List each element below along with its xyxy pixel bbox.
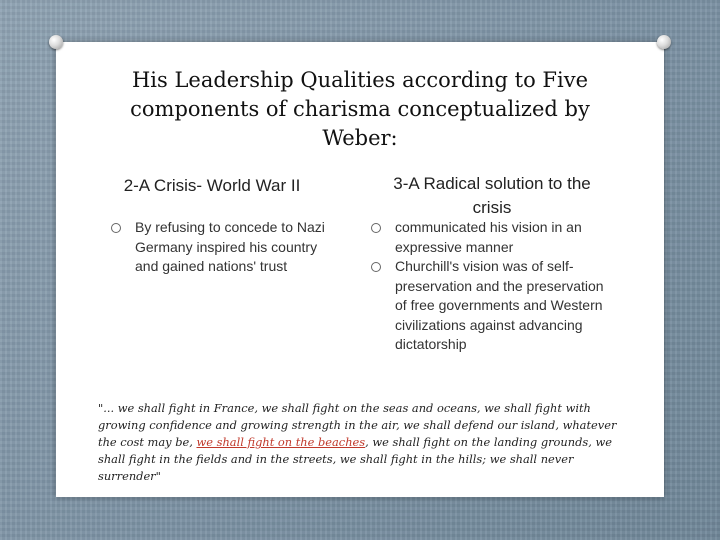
left-bullet-list [111,218,326,277]
right-heading: 3-A Radical solution to the crisis [393,174,591,217]
bullet-circle-icon [371,262,381,272]
bullet-text: By refusing to concede to Nazi Germany inspired his country and gained nations' trust [135,219,325,274]
quote-highlight: we shall fight on the beaches [196,435,366,449]
list-item [111,218,326,277]
quote-text-end: , we shall fight on the landing grounds, we shall fight in the fields and in the streets, we shall fight in the hills; we shall never surrender" [98,435,612,483]
bullet-circle-icon [111,223,121,233]
bullet-circle-icon [371,223,381,233]
slide-title: His Leadership Qualities according to Five components of charisma conceptualized by Weber: [130,68,590,150]
bullet-text: communicated his vision in an expressive manner [395,219,582,255]
right-bullet-list [371,218,616,355]
pin-top-right-icon [657,35,671,49]
pin-top-left-icon [49,35,63,49]
list-item [371,218,616,257]
left-heading: 2-A Crisis- World War II [123,176,301,195]
list-item [371,257,616,355]
quote-text-start: "... we shall fight in France, we shall fight on the seas and oceans, we shall fight with growing confidence and growing strength in the air, we shall defend our island, whatever the cost may be, [98,401,617,449]
bullet-text: Churchill's vision was of self-preservation and the preservation of free governments and Western civilizations against advancing dictatorship [395,258,604,352]
churchill-quote [98,400,638,485]
